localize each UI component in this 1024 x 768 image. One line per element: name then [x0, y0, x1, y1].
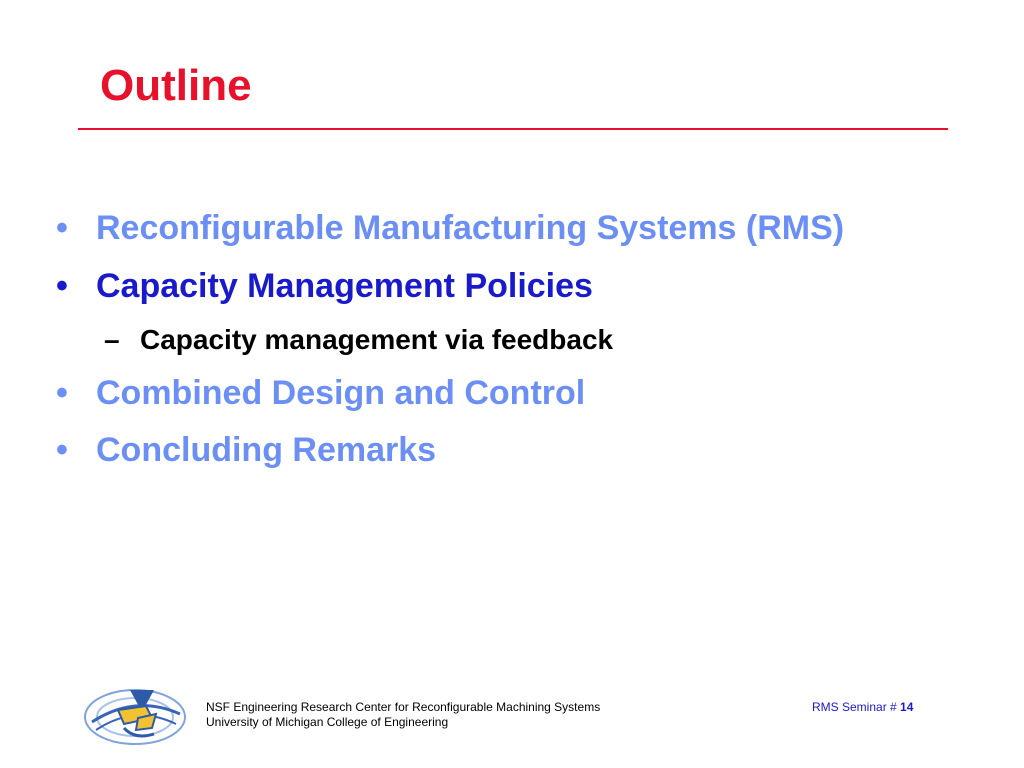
page-number: 14	[900, 700, 914, 714]
slide-title: Outline	[100, 61, 252, 110]
footer-line-2: University of Michigan College of Engineering	[206, 715, 449, 729]
seminar-label: RMS Seminar #	[812, 700, 897, 714]
sub-bullet-text: Capacity management via feedback	[140, 324, 614, 355]
sub-bullet-feedback	[104, 320, 613, 360]
bullet-text: Combined Design and Control	[96, 374, 586, 412]
bullet-combined-design	[56, 373, 585, 413]
bullet-marker: •	[56, 267, 68, 305]
footer-line-1: NSF Engineering Research Center for Reconfigurable Machining Systems	[206, 700, 601, 714]
bullet-concluding-remarks	[56, 430, 436, 470]
bullet-marker: •	[56, 431, 68, 469]
bullet-marker: •	[56, 374, 68, 412]
bullet-text: Reconfigurable Manufacturing Systems (RMS)	[96, 209, 845, 247]
footer-slide-number	[812, 700, 913, 715]
bullet-text: Capacity Management Policies	[96, 267, 593, 305]
sub-bullet-marker: –	[104, 324, 120, 355]
footer-organization	[206, 700, 600, 730]
bullet-text: Concluding Remarks	[96, 431, 437, 469]
erc-rms-logo-icon	[82, 684, 188, 746]
bullet-marker: •	[56, 209, 68, 247]
bullet-rms	[56, 208, 844, 248]
title-underline	[78, 128, 948, 130]
bullet-capacity-management	[56, 266, 593, 306]
